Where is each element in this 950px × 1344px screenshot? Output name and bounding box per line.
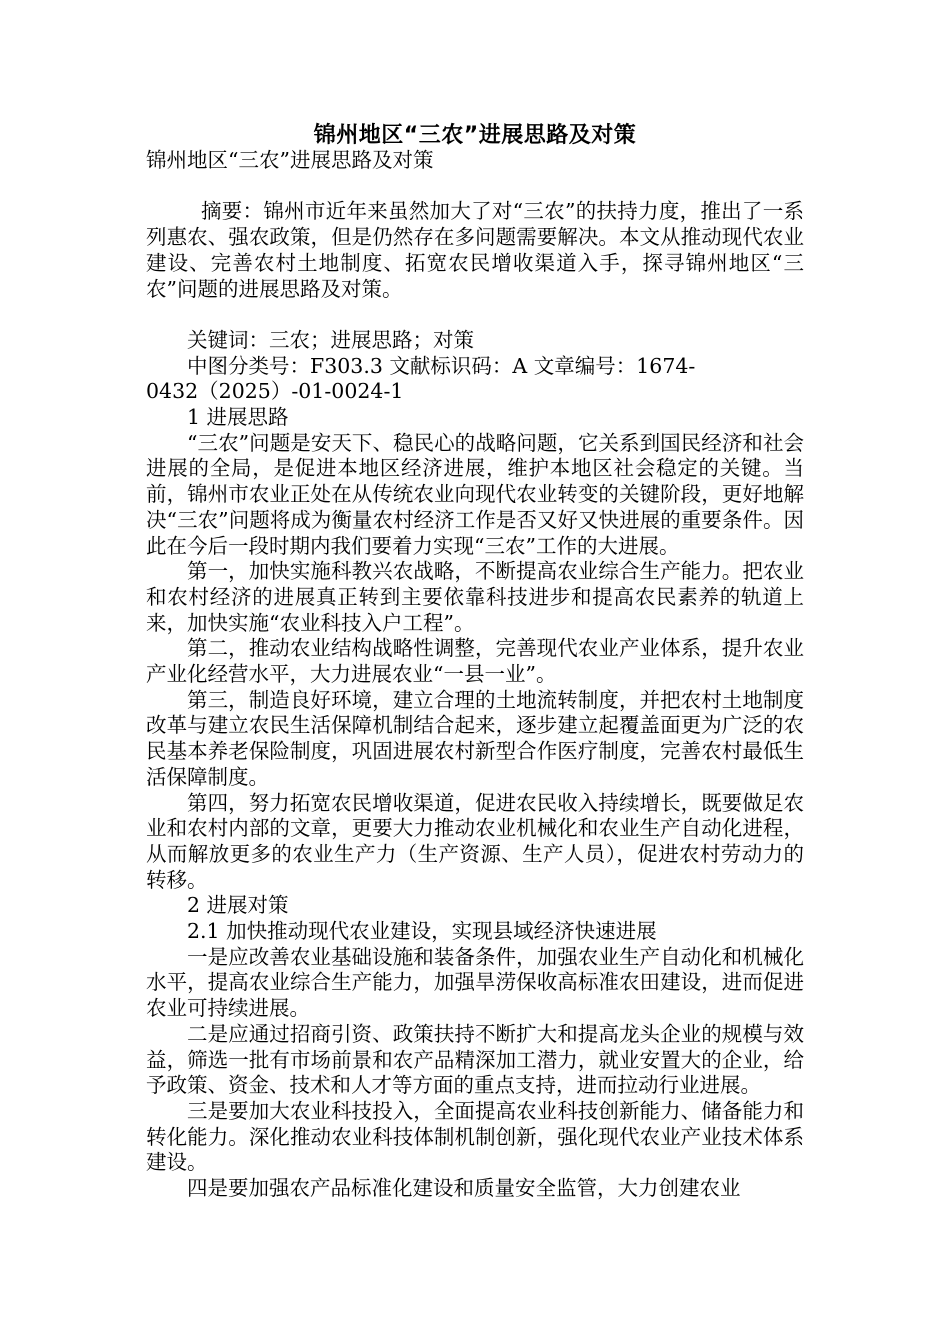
body-paragraph: 一是应改善农业基础设施和装备条件，加强农业生产自动化和机械化水平，提高农业综合生产能力，加强旱涝保收高标准农田建设，进而促进农业可持续进展。 — [146, 944, 804, 1021]
body-paragraph: 四是要加强农产品标准化建设和质量安全监管，大力创建农业 — [187, 1176, 741, 1201]
body-paragraph: 第一，加快实施科教兴农战略，不断提高农业综合生产能力。把农业和农村经济的进展真正转到主要依靠科技进步和提高农民素养的轨道上来，加快实施“农业科技入户工程”。 — [146, 559, 804, 635]
spacer — [146, 302, 804, 328]
document-subtitle: 锦州地区“三农”进展思路及对策 — [146, 148, 434, 172]
spacer — [146, 174, 804, 200]
classification-line: 中图分类号：F303.3 文献标识码：A 文章编号：1674- — [187, 353, 696, 378]
keywords-line: 关键词：三农；进展思路；对策 — [187, 327, 474, 352]
body-paragraph: “三农”问题是安天下、稳民心的战略问题，它关系到国民经济和社会进展的全局，是促进本地区经济进展，维护本地区社会稳定的关键。当前，锦州市农业正处在从传统农业向现代农业转变的关键阶段，更好地解决“三农”问题将成为衡量农村经济工作是否又好又快进展的重要条件。因此在今后一段时期内我们要着力实现“三农”工作的大进展。 — [146, 430, 804, 558]
abstract-paragraph: 摘要：锦州市近年来虽然加大了对“三农”的扶持力度，推出了一系列惠农、强农政策，但是仍然存在多问题需要解决。本文从推动现代农业建设、完善农村土地制度、拓宽农民增收渠道入手，探寻锦州地区“三农”问题的进展思路及对策。 — [146, 199, 804, 301]
body-paragraph: 第四，努力拓宽农民增收渠道，促进农民收入持续增长，既要做足农业和农村内部的文章，更要大力推动农业机械化和农业生产自动化进程，从而解放更多的农业生产力（生产资源、生产人员），促进农村劳动力的转移。 — [146, 790, 804, 892]
body-paragraph: 二是应通过招商引资、政策扶持不断扩大和提高龙头企业的规模与效益，筛选一批有市场前景和农产品精深加工潜力，就业安置大的企业，给予政策、资金、技术和人才等方面的重点支持，进而拉动行业进展。 — [146, 1021, 804, 1098]
body-paragraph: 三是要加大农业科技投入，全面提高农业科技创新能力、储备能力和转化能力。深化推动农业科技体制机制创新，强化现代农业产业技术体系建设。 — [146, 1098, 804, 1175]
section-heading: 1 进展思路 — [187, 405, 289, 429]
section-heading: 2 进展对策 — [187, 893, 289, 918]
classification-line-continued: 0432（2025）-01-0024-1 — [146, 379, 404, 404]
document-body — [146, 148, 804, 1202]
document-title: 锦州地区“三农”进展思路及对策 — [313, 123, 637, 148]
body-paragraph: 第三，制造良好环境，建立合理的土地流转制度，并把农村土地制度改革与建立农民生活保障机制结合起来，逐步建立起覆盖面更为广泛的农民基本养老保险制度，巩固进展农村新型合作医疗制度，完善农村最低生活保障制度。 — [146, 687, 804, 789]
body-paragraph: 第二，推动农业结构战略性调整，完善现代农业产业体系，提升农业产业化经营水平，大力进展农业“一县一业”。 — [146, 636, 804, 687]
subsection-heading: 2.1 加快推动现代农业建设，实现县域经济快速进展 — [187, 919, 657, 944]
